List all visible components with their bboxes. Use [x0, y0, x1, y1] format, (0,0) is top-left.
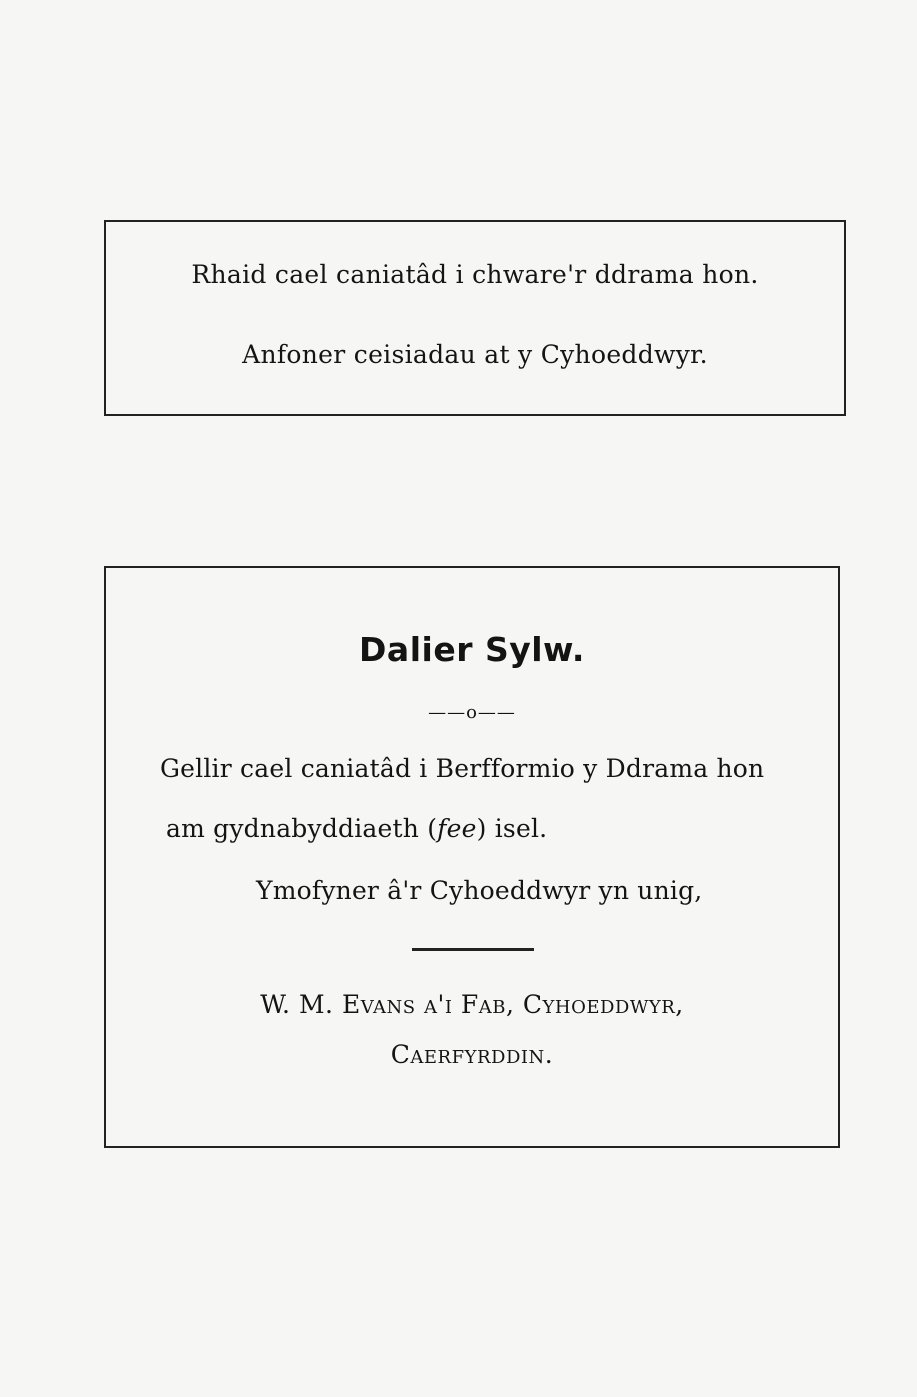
performance-permission-line: Gellir cael caniatâd i Berfformio y Ddrama hon [160, 754, 765, 783]
section-rule [412, 948, 534, 951]
publisher-location: Caerfyrddin. [390, 1040, 554, 1069]
publisher-name: W. M. Evans a'i Fab, Cyhoeddwyr, [260, 990, 684, 1019]
fee-line [166, 814, 547, 843]
fee-line-suffix: ) isel. [476, 814, 548, 843]
fee-line-prefix: am gydnabyddiaeth ( [166, 814, 438, 843]
ornament-divider: ——o—— [428, 702, 516, 723]
requests-notice-line: Anfoner ceisiadau at y Cyhoeddwyr. [242, 340, 708, 369]
performance-notice-box [104, 566, 840, 1148]
permission-notice-line: Rhaid cael caniatâd i chware'r ddrama hon. [191, 260, 759, 289]
notice-heading: Dalier Sylw. [359, 630, 585, 669]
fee-word: fee [437, 814, 477, 843]
permission-notice-box [104, 220, 846, 416]
enquiry-line: Ymofyner â'r Cyhoeddwyr yn unig, [256, 876, 703, 905]
